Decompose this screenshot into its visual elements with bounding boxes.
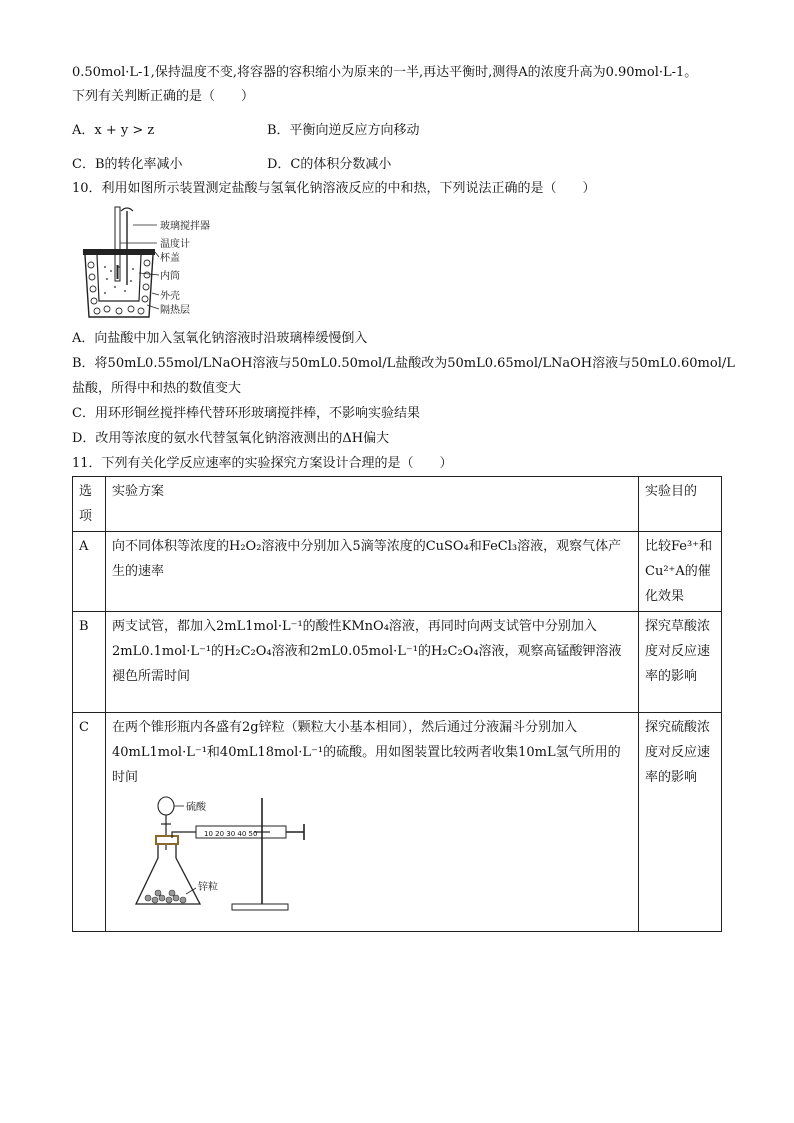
q10-option-b-line2: 盐酸，所得中和热的数值变大 (72, 381, 242, 396)
q9-option-d: D．C的体积分数减小 (267, 157, 392, 172)
row-a-plan: 向不同体积等浓度的H₂O₂溶液中分别加入5滴等浓度的CuSO₄和FeCl₃溶液，观察气体产生的速率 (106, 532, 639, 612)
q9-option-c: C．B的转化率减小 (72, 157, 183, 172)
row-c-plan: 在两个锥形瓶内各盛有2g锌粒（颗粒大小基本相同），然后通过分液漏斗分别加入40mL1mol·L⁻¹和40mL18mol·L⁻¹的硫酸。用如图装置比较两者收集10mL氢气所用的时间 (112, 720, 621, 785)
label-zinc: 锌粒 (198, 882, 218, 893)
label-lid: 杯盖 (160, 253, 180, 264)
calorimeter-figure (75, 205, 255, 323)
row-c-purpose: 探究硫酸浓度对反应速率的影响 (639, 713, 722, 932)
q11-stem: 11．下列有关化学反应速率的实验探究方案设计合理的是（ ） (72, 456, 453, 471)
table-row (73, 532, 722, 612)
q10-stem: 10．利用如图所示装置测定盐酸与氢氧化钠溶液反应的中和热，下列说法正确的是（ ） (72, 181, 596, 196)
hydrogen-apparatus-diagram (128, 794, 318, 916)
syringe-scale: 10 20 30 40 50 (204, 830, 258, 838)
q10-option-a: A．向盐酸中加入氢氧化钠溶液时沿玻璃棒缓慢倒入 (72, 331, 368, 346)
table-header-row (73, 477, 722, 532)
row-c-cell (106, 713, 639, 932)
label-inner-cup: 内筒 (160, 271, 180, 282)
q10-option-c: C．用环形铜丝搅拌棒代替环形玻璃搅拌棒，不影响实验结果 (72, 406, 420, 421)
q9-option-a: A．x + y > z (72, 123, 155, 138)
label-glass-stirrer: 玻璃搅拌器 (160, 221, 210, 232)
row-a-option: A (73, 532, 106, 612)
q10-option-d: D．改用等浓度的氨水代替氢氧化钠溶液测出的ΔH偏大 (72, 431, 390, 446)
header-option: 选项 (73, 477, 106, 532)
label-insulation: 隔热层 (160, 305, 190, 316)
header-purpose: 实验目的 (639, 477, 722, 532)
q10-option-b-line1: B．将50mL0.55mol/LNaOH溶液与50mL0.50mol/L盐酸改为50mL0.65mol/LNaOH溶液与50mL0.60mol/L (72, 356, 735, 371)
table-row (73, 713, 722, 932)
calorimeter-diagram (75, 205, 255, 323)
row-a-purpose: 比较Fe³⁺和Cu²⁺A的催化效果 (639, 532, 722, 612)
table-row (73, 612, 722, 713)
label-outer-shell: 外壳 (160, 291, 180, 302)
row-b-purpose: 探究草酸浓度对反应速率的影响 (639, 612, 722, 713)
q9-line2: 下列有关判断正确的是（ ） (72, 89, 255, 104)
row-b-option: B (73, 612, 106, 713)
q9-option-b: B．平衡向逆反应方向移动 (267, 123, 420, 138)
header-plan: 实验方案 (106, 477, 639, 532)
row-c-option: C (73, 713, 106, 932)
row-b-plan: 两支试管，都加入2mL1mol·L⁻¹的酸性KMnO₄溶液，再同时向两支试管中分别加入2mL0.1mol·L⁻¹的H₂C₂O₄溶液和2mL0.05mol·L⁻¹的H₂C₂O₄溶液，观察高锰酸钾溶液褪色所需时间 (106, 612, 639, 713)
q9-line1: 0.50mol·L-1,保持温度不变,将容器的容积缩小为原来的一半,再达平衡时,测得A的浓度升高为0.90mol·L-1。 (72, 65, 698, 80)
label-thermometer: 温度计 (160, 239, 190, 250)
experiment-table (72, 476, 722, 932)
label-sulfuric-acid: 硫酸 (186, 802, 206, 813)
